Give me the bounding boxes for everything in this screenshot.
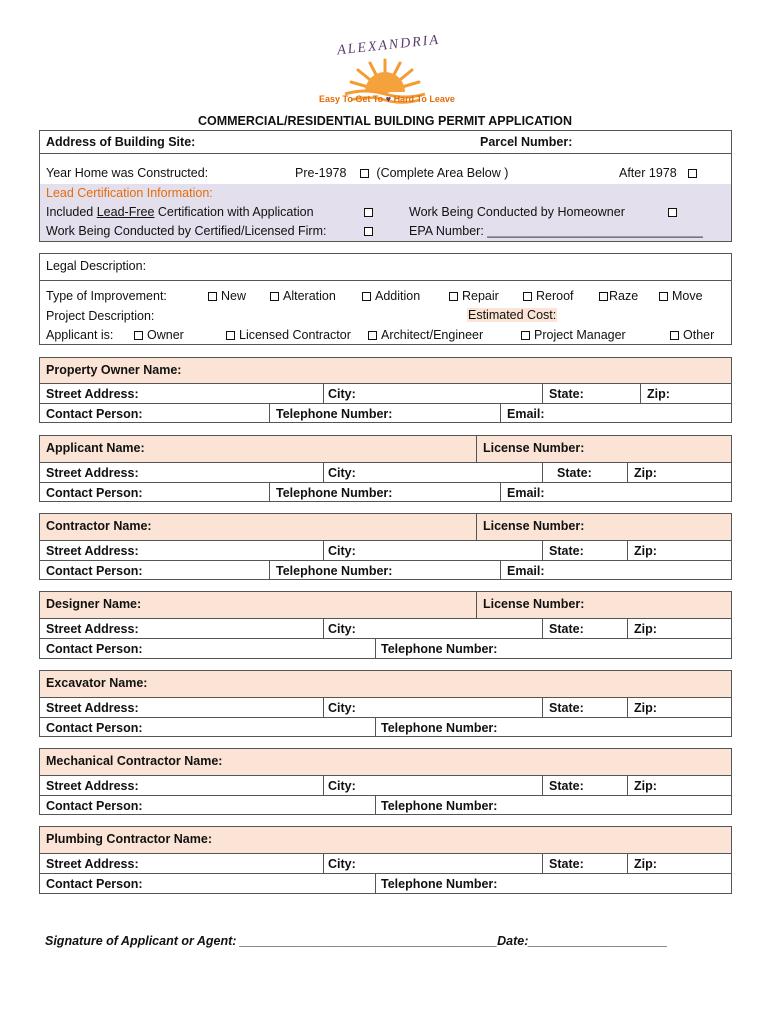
plumbing-phone-label[interactable]: Telephone Number: [381,877,498,891]
page-title: COMMERCIAL/RESIDENTIAL BUILDING PERMIT APPLICATION [197,114,573,128]
contractor-zip-label[interactable]: Zip: [634,544,657,558]
applicant-city-label[interactable]: City: [328,466,356,480]
mechanical-street-label[interactable]: Street Address: [46,779,139,793]
type-alteration[interactable] [268,289,336,303]
applicant-owner[interactable] [132,328,184,342]
address-label[interactable]: Address of Building Site: [46,135,196,149]
designer-city-label[interactable]: City: [328,622,356,636]
logo [315,30,455,112]
raze-label: Raze [609,289,639,303]
applicant-state-label[interactable]: State: [557,466,592,480]
alteration-checkbox[interactable] [270,292,279,301]
owner-city-label[interactable]: City: [328,387,356,401]
contractor-phone-label[interactable]: Telephone Number: [276,564,393,578]
applicant-other[interactable] [668,328,714,342]
type-addition[interactable] [360,289,420,303]
addition-label: Addition [375,289,421,303]
homeowner-label: Work Being Conducted by Homeowner [409,205,625,219]
owner-section [39,357,732,423]
included-leadfree-checkbox[interactable] [364,208,373,217]
tagline-left: Easy To Get To [319,94,384,104]
licensed-contractor-checkbox[interactable] [226,331,235,340]
contractor-street-label[interactable]: Street Address: [46,544,139,558]
owner-phone-label[interactable]: Telephone Number: [276,407,393,421]
certified-firm-label: Work Being Conducted by Certified/Licensed Firm: [46,224,327,238]
applicant-project-manager[interactable] [519,328,626,342]
plumbing-name-label[interactable]: Plumbing Contractor Name: [46,832,212,846]
pre1978-label: Pre-1978 [295,166,347,180]
type-raze[interactable] [597,289,638,303]
legal-box [39,253,732,345]
excavator-section [39,670,732,737]
owner-contact-label[interactable]: Contact Person: [46,407,143,421]
type-label: Type of Improvement: [46,289,167,303]
owner-label: Owner [147,328,184,342]
other-checkbox[interactable] [670,331,679,340]
raze-checkbox[interactable] [599,292,608,301]
site-box [39,130,732,242]
heart-icon: ♥ [385,94,392,104]
excavator-phone-label[interactable]: Telephone Number: [381,721,498,735]
mechanical-city-label[interactable]: City: [328,779,356,793]
date-label: Date: [497,934,529,948]
mechanical-phone-label[interactable]: Telephone Number: [381,799,498,813]
contractor-contact-label[interactable]: Contact Person: [46,564,143,578]
excavator-contact-label[interactable]: Contact Person: [46,721,143,735]
pre1978-checkbox[interactable] [360,169,369,178]
plumbing-zip-label[interactable]: Zip: [634,857,657,871]
alteration-label: Alteration [283,289,336,303]
certified-firm-checkbox[interactable] [364,227,373,236]
applicant-email-label[interactable]: Email: [507,486,545,500]
excavator-zip-label[interactable]: Zip: [634,701,657,715]
owner-street-label[interactable]: Street Address: [46,387,139,401]
epa-line: _______________________________ [487,224,703,238]
type-reroof[interactable] [521,289,574,303]
contractor-section [39,513,732,580]
excavator-street-label[interactable]: Street Address: [46,701,139,715]
project-description-label[interactable]: Project Description: [46,309,155,323]
applicant-contact-label[interactable]: Contact Person: [46,486,143,500]
owner-name-label[interactable]: Property Owner Name: [46,363,182,377]
owner-zip-label[interactable]: Zip: [647,387,670,401]
lead-free-text: Lead-Free [96,205,155,219]
homeowner-option[interactable] [409,205,625,219]
repair-label: Repair [462,289,499,303]
plumbing-section [39,826,732,894]
designer-license-label[interactable]: License Number: [483,597,585,611]
complete-area-note: (Complete Area Below ) [376,166,509,180]
designer-contact-label[interactable]: Contact Person: [46,642,143,656]
logo-word: ALEXANDRIA [336,32,441,59]
contractor-email-label[interactable]: Email: [507,564,545,578]
applicant-is-label: Applicant is: [46,328,114,342]
owner-checkbox[interactable] [134,331,143,340]
owner-state-label[interactable]: State: [549,387,584,401]
excavator-state-label[interactable]: State: [549,701,584,715]
designer-zip-label[interactable]: Zip: [634,622,657,636]
contractor-state-label[interactable]: State: [549,544,584,558]
applicant-street-label[interactable]: Street Address: [46,466,139,480]
tagline-right: Hard To Leave [393,94,455,104]
applicant-license-label[interactable]: License Number: [483,441,585,455]
excavator-name-label[interactable]: Excavator Name: [46,676,148,690]
designer-street-label[interactable]: Street Address: [46,622,139,636]
type-repair[interactable] [447,289,499,303]
lead-heading: Lead Certification Information: [46,186,213,200]
signature-line[interactable]: _____________________________________ [239,934,498,948]
after1978-checkbox[interactable] [688,169,697,178]
designer-name-label[interactable]: Designer Name: [46,597,142,611]
signature-row[interactable] [45,934,667,948]
designer-section [39,591,732,659]
new-checkbox[interactable] [208,292,217,301]
applicant-zip-label[interactable]: Zip: [634,466,657,480]
included-suffix: Certification with Application [154,205,314,219]
signature-label: Signature of Applicant or Agent: [45,934,237,948]
mechanical-section [39,748,732,815]
plumbing-contact-label[interactable]: Contact Person: [46,877,143,891]
other-label: Other [683,328,715,342]
applicant-section [39,435,732,502]
after1978-option[interactable] [619,166,701,180]
licensed-contractor-label: Licensed Contractor [239,328,351,342]
new-label: New [221,289,247,303]
applicant-phone-label[interactable]: Telephone Number: [276,486,393,500]
designer-header-shade [40,592,731,618]
plumbing-street-label[interactable]: Street Address: [46,857,139,871]
project-manager-label: Project Manager [534,328,626,342]
contractor-name-label[interactable]: Contractor Name: [46,519,152,533]
mechanical-zip-label[interactable]: Zip: [634,779,657,793]
mechanical-name-label[interactable]: Mechanical Contractor Name: [46,754,223,768]
addition-checkbox[interactable] [362,292,371,301]
applicant-name-label[interactable]: Applicant Name: [46,441,145,455]
repair-checkbox[interactable] [449,292,458,301]
epa-label: EPA Number: [409,224,484,238]
contractor-license-label[interactable]: License Number: [483,519,585,533]
pre1978-option[interactable] [295,166,508,180]
applicant-licensed-contractor[interactable] [224,328,351,342]
after1978-label: After 1978 [619,166,677,180]
project-manager-checkbox[interactable] [521,331,530,340]
move-checkbox[interactable] [659,292,668,301]
legal-description-label[interactable]: Legal Description: [46,259,147,273]
parcel-label[interactable]: Parcel Number: [480,135,573,149]
owner-email-label[interactable]: Email: [507,407,545,421]
plumbing-city-label[interactable]: City: [328,857,356,871]
architect-checkbox[interactable] [368,331,377,340]
designer-phone-label[interactable]: Telephone Number: [381,642,498,656]
type-new[interactable] [206,289,246,303]
homeowner-checkbox[interactable] [668,208,677,217]
excavator-city-label[interactable]: City: [328,701,356,715]
type-move[interactable] [657,289,703,303]
year-label: Year Home was Constructed: [46,166,209,180]
mechanical-contact-label[interactable]: Contact Person: [46,799,143,813]
applicant-architect[interactable] [366,328,483,342]
architect-label: Architect/Engineer [381,328,484,342]
included-prefix: Included [46,205,97,219]
mechanical-state-label[interactable]: State: [549,779,584,793]
epa-number-field[interactable] [409,224,703,238]
logo-tagline [319,94,455,104]
included-leadfree-option[interactable] [46,205,314,219]
reroof-checkbox[interactable] [523,292,532,301]
contractor-city-label[interactable]: City: [328,544,356,558]
date-line[interactable]: ____________________ [528,934,668,948]
estimated-cost-label[interactable]: Estimated Cost: [468,308,557,322]
designer-state-label[interactable]: State: [549,622,584,636]
reroof-label: Reroof [536,289,574,303]
move-label: Move [672,289,703,303]
plumbing-state-label[interactable]: State: [549,857,584,871]
